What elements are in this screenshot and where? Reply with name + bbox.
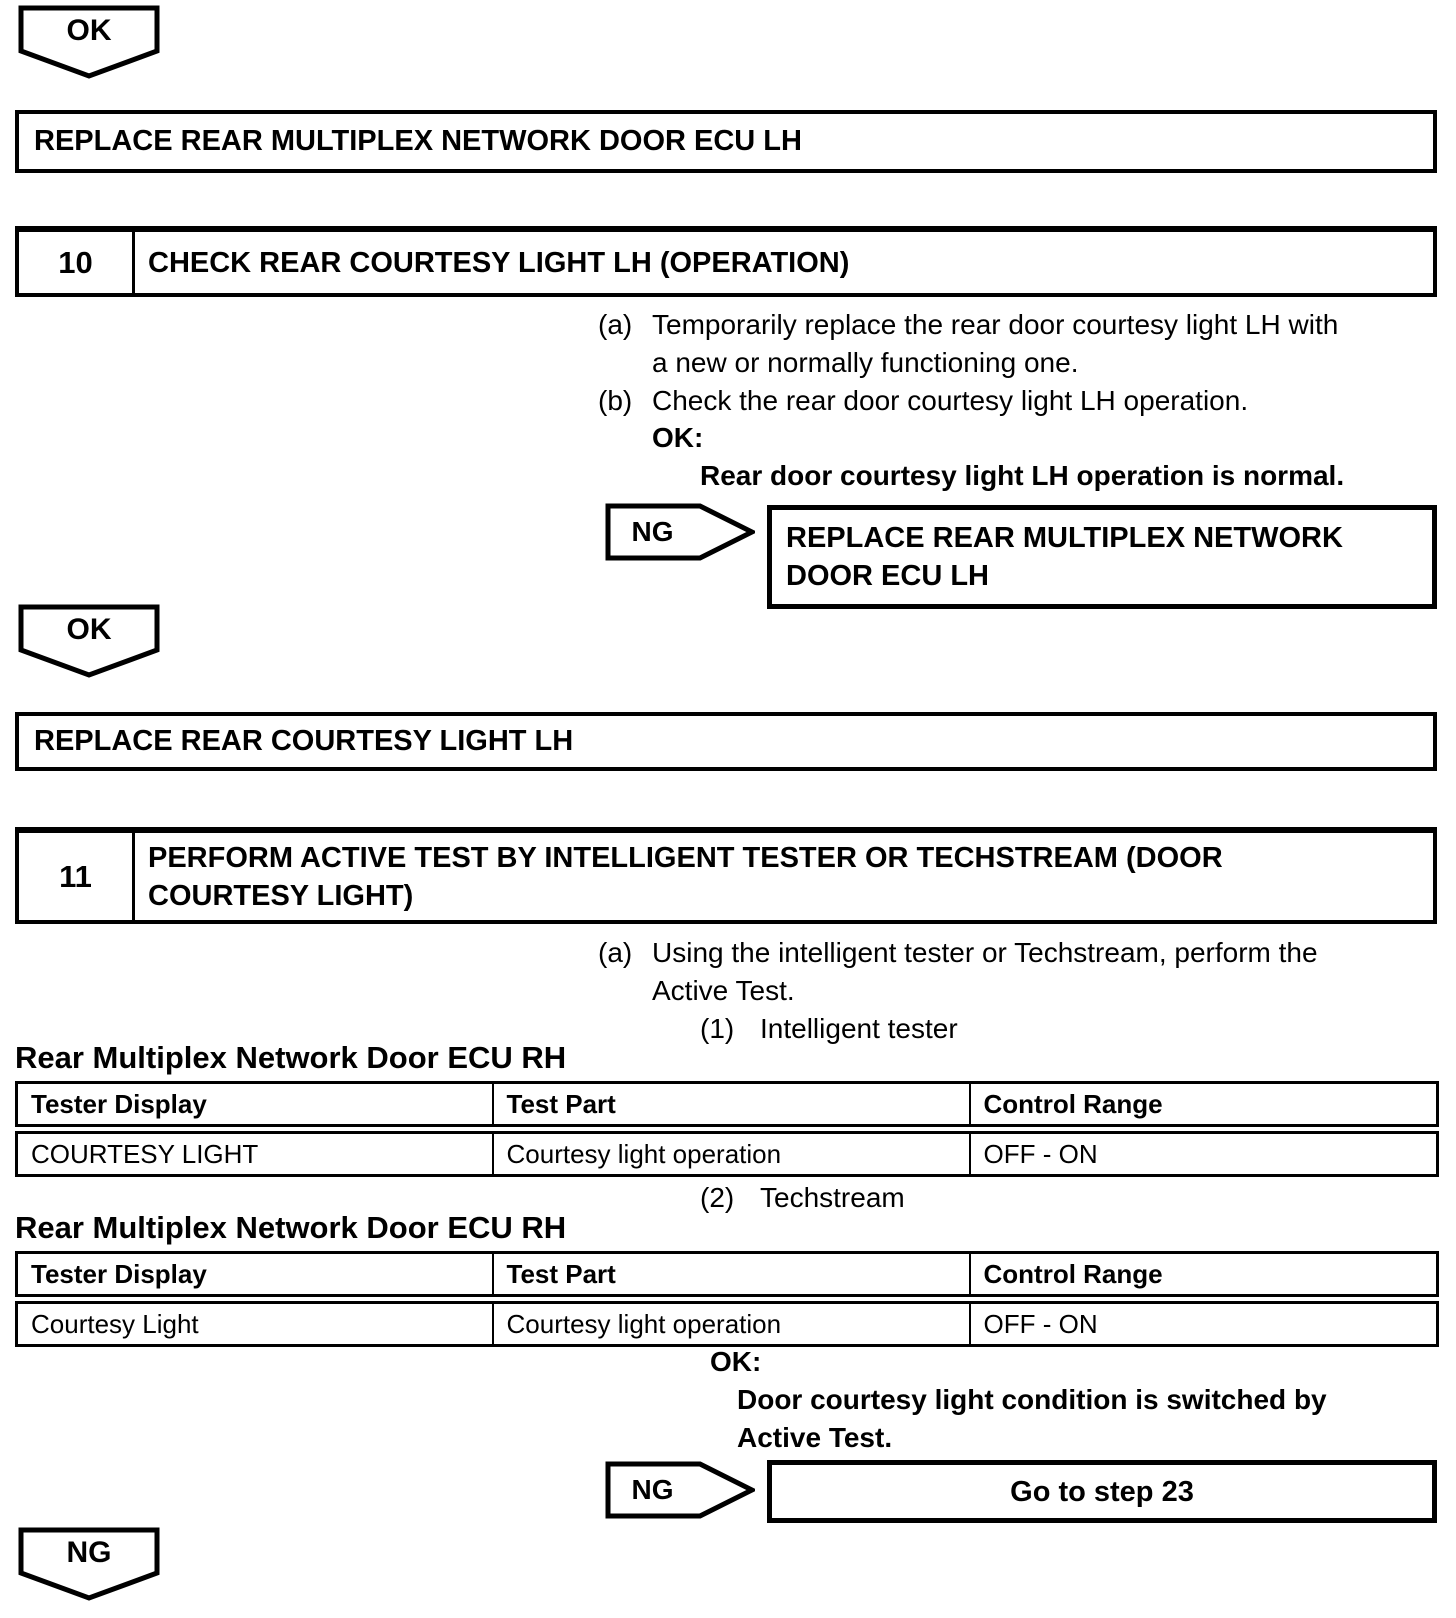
instruction-text: Check the rear door courtesy light LH operation. <box>652 385 1249 416</box>
ng-action-box-step11 <box>767 1460 1437 1523</box>
ng-action-line: REPLACE REAR MULTIPLEX NETWORK <box>786 522 1343 554</box>
sub-instruction-label: Techstream <box>760 1182 905 1213</box>
step-10-title <box>135 232 1433 293</box>
ok-condition-label: OK: <box>652 422 704 453</box>
ng-action-box-step10 <box>767 505 1437 609</box>
ng-flow-badge-bottom <box>18 1527 160 1601</box>
ok-condition-label: OK: <box>710 1346 762 1377</box>
ng-arrow-step10 <box>605 503 755 561</box>
step-11-title-line: PERFORM ACTIVE TEST BY INTELLIGENT TESTER OR TECHSTREAM (DOOR <box>148 841 1223 874</box>
table-cell: Courtesy light operation <box>493 1129 970 1176</box>
ng-badge-label: NG <box>66 1536 112 1569</box>
instruction-text: Temporarily replace the rear door courtesy light LH with <box>652 309 1339 340</box>
ok-condition-text: Active Test. <box>737 1422 893 1453</box>
table-cell: Courtesy Light <box>17 1299 493 1346</box>
ok-badge-label: OK <box>66 613 112 646</box>
step-11-title-line: COURTESY LIGHT) <box>148 879 414 912</box>
instruction-marker: (a) <box>598 937 633 968</box>
action-box-replace-ecu-lh <box>15 110 1437 173</box>
ok-condition-text: Rear door courtesy light LH operation is normal. <box>700 460 1345 491</box>
table-row <box>17 1129 1438 1176</box>
column-header: Test Part <box>493 1083 970 1130</box>
sub-instruction-marker: (1) <box>700 1013 735 1044</box>
step-11-number: 11 <box>19 833 135 920</box>
ng-arrow-label: NG <box>631 1474 674 1505</box>
table-cell: Courtesy light operation <box>493 1299 970 1346</box>
step-10-title-text: CHECK REAR COURTESY LIGHT LH (OPERATION) <box>148 246 850 279</box>
instruction-text: a new or normally functioning one. <box>652 347 1079 378</box>
ok-condition-text: Door courtesy light condition is switched by <box>737 1384 1327 1415</box>
table-cell: OFF - ON <box>970 1299 1438 1346</box>
sub-instruction-marker: (2) <box>700 1182 735 1213</box>
ng-action-line: DOOR ECU LH <box>786 560 989 592</box>
action-box-text: REPLACE REAR MULTIPLEX NETWORK DOOR ECU LH <box>34 125 802 157</box>
ng-arrow-label: NG <box>631 516 674 547</box>
table-row <box>17 1299 1438 1346</box>
step-11-title <box>135 833 1433 920</box>
table-header-row <box>17 1083 1438 1130</box>
ok-flow-badge-top <box>18 5 160 79</box>
table-header-row <box>17 1253 1438 1300</box>
table-cell: COURTESY LIGHT <box>17 1129 493 1176</box>
tester-table-techstream <box>15 1251 1439 1347</box>
instruction-text: Active Test. <box>652 975 795 1006</box>
instruction-marker: (b) <box>598 385 633 416</box>
table-cell: OFF - ON <box>970 1129 1438 1176</box>
action-box-replace-light-lh <box>15 712 1437 771</box>
tester-table-intelligent <box>15 1081 1439 1177</box>
ng-arrow-step11 <box>605 1461 755 1519</box>
action-box-text: REPLACE REAR COURTESY LIGHT LH <box>34 725 574 757</box>
table-heading: Rear Multiplex Network Door ECU RH <box>15 1210 567 1245</box>
ok-badge-label: OK <box>66 14 112 47</box>
table-heading: Rear Multiplex Network Door ECU RH <box>15 1040 567 1075</box>
step-11-header <box>15 827 1437 924</box>
column-header: Tester Display <box>17 1083 493 1130</box>
column-header: Tester Display <box>17 1253 493 1300</box>
instruction-text: Using the intelligent tester or Techstream, perform the <box>652 937 1318 968</box>
column-header: Control Range <box>970 1083 1438 1130</box>
column-header: Test Part <box>493 1253 970 1300</box>
instruction-marker: (a) <box>598 309 633 340</box>
ok-flow-badge-mid <box>18 604 160 678</box>
step-10-number: 10 <box>19 232 135 293</box>
step-10-header <box>15 226 1437 297</box>
ng-action-line: Go to step 23 <box>1010 1475 1194 1508</box>
sub-instruction-label: Intelligent tester <box>760 1013 958 1044</box>
column-header: Control Range <box>970 1253 1438 1300</box>
